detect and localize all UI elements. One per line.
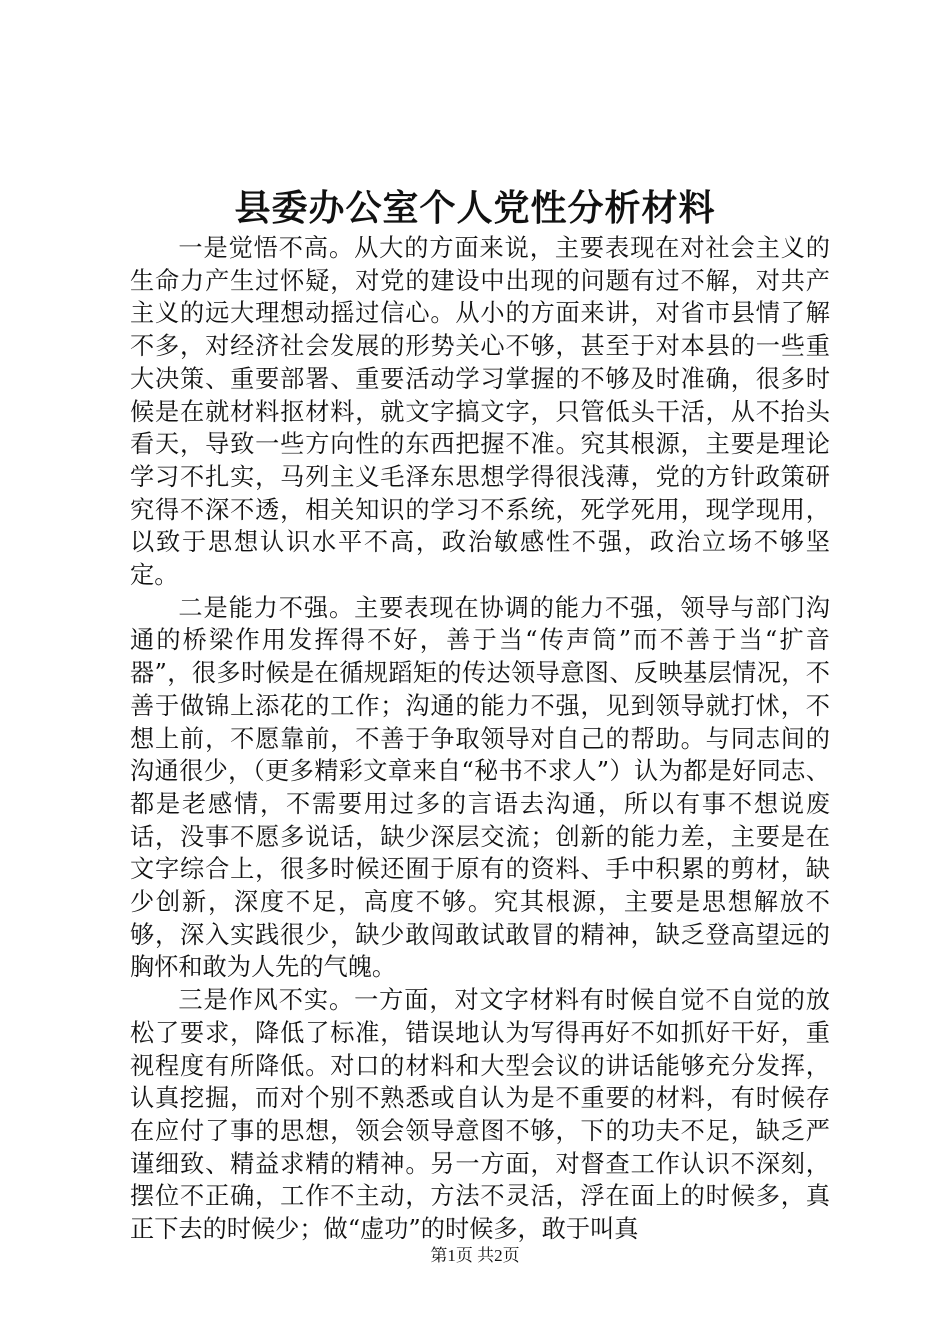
paragraph-3: 三是作风不实。一方面，对文字材料有时候自觉不自觉的放松了要求，降低了标准，错误地认为写得再好不如抓好干好，重视程度有所降低。对口的材料和大型会议的讲话能够充分发挥，认真挖掘，而对个别不熟悉或自认为是不重要的材料，有时候存在应付了事的思想，领会领导意图不够，下的功夫不足，缺乏严谨细致、精益求精的精神。另一方面，对督查工作认识不深刻，摆位不正确，工作不主动，方法不灵活，浮在面上的时候多，真正下去的时候少；做“虚功”的时候多，敢于叫真 [130, 986, 830, 1244]
page-footer: 第1页 共2页 [430, 1246, 520, 1265]
paragraph-2: 二是能力不强。主要表现在协调的能力不强，领导与部门沟通的桥梁作用发挥得不好，善于当“传声筒”而不善于当“扩音器”，很多时候是在循规蹈矩的传达领导意图、反映基层情况，不善于做锦上添花的工作；沟通的能力不强，见到领导就打怵，不想上前，不愿靠前，不善于争取领导对自己的帮助。与同志间的沟通很少，（更多精彩文章来自“秘书不求人”）认为都是好同志、都是老感情，不需要用过多的言语去沟通，所以有事不想说废话，没事不愿多说话，缺少深层交流；创新的能力差，主要是在文字综合上，很多时候还囿于原有的资料、手中积累的剪材，缺少创新，深度不足，高度不够。究其根源，主要是思想解放不够，深入实践很少，缺少敢闯敢试敢冒的精神，缺乏登高望远的胸怀和敢为人先的气魄。 [130, 593, 830, 982]
document-body [130, 232, 830, 1246]
page-title: 县委办公室个人党性分析材料 [234, 187, 716, 229]
paragraph-1: 一是觉悟不高。从大的方面来说，主要表现在对社会主义的生命力产生过怀疑，对党的建设中出现的问题有过不解，对共产主义的远大理想动摇过信心。从小的方面来讲，对省市县情了解不多，对经济社会发展的形势关心不够，甚至于对本县的一些重大决策、重要部署、重要活动学习掌握的不够及时准确，很多时候是在就材料抠材料，就文字搞文字，只管低头干活，从不抬头看天，导致一些方向性的东西把握不准。究其根源，主要是理论学习不扎实，马列主义毛泽东思想学得很浅薄，党的方针政策研究得不深不透，相关知识的学习不系统，死学死用，现学现用，以致于思想认识水平不高，政治敏感性不强，政治立场不够坚定。 [130, 234, 830, 590]
